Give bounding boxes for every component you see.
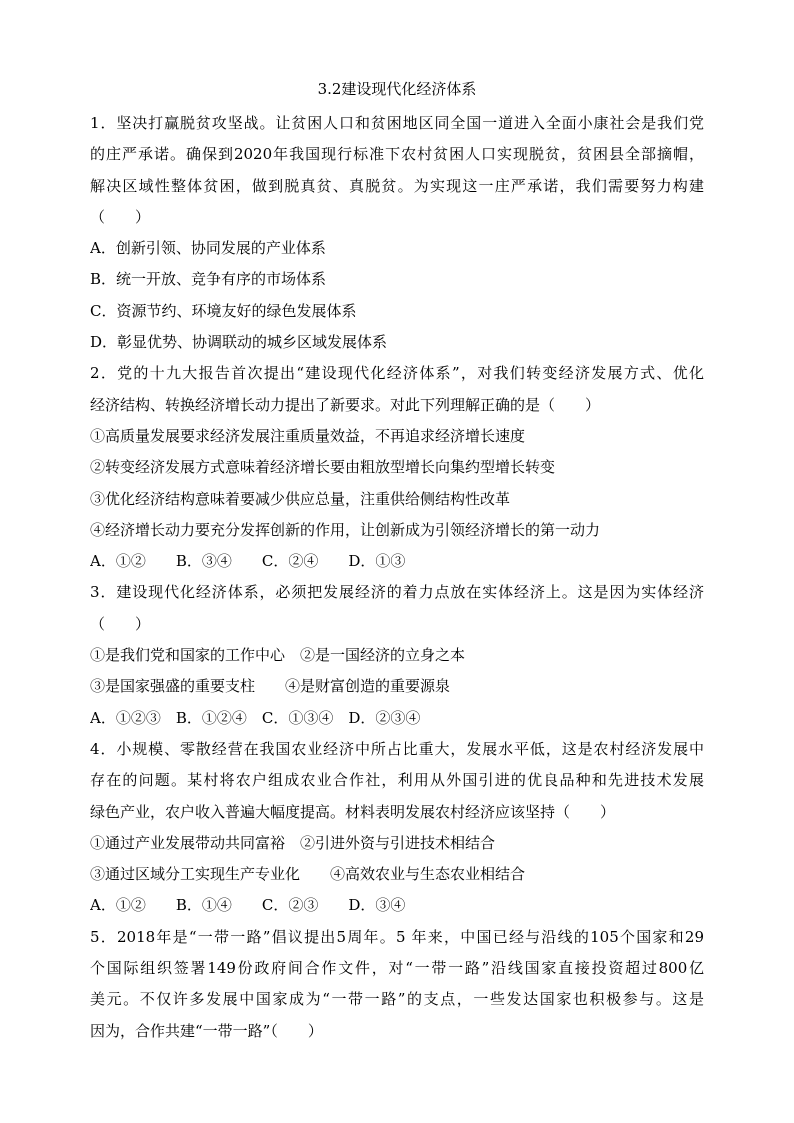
- question-1-line: A．创新引领、协同发展的产业体系: [90, 239, 326, 258]
- question-4-line: ①通过产业发展带动共同富裕 ②引进外资与引进技术相结合: [90, 833, 496, 852]
- question-1-line: 的庄严承诺。确保到2020年我国现行标准下农村贫困人口实现脱贫，贫困县全部摘帽，: [90, 145, 704, 164]
- question-4: [90, 734, 704, 922]
- question-4-line: ③通过区域分工实现生产专业化 ④高效农业与生态农业相结合: [90, 865, 526, 884]
- question-5-line: 美元。不仅许多发展中国家成为“一带一路”的支点，一些发达国家也积极参与。这是: [90, 990, 704, 1009]
- question-2-line: ③优化经济结构意味着要减少供应总量，注重供给侧结构性改革: [90, 489, 511, 508]
- question-2-line: A．①② B．③④ C．②④ D．①③: [90, 552, 406, 571]
- question-3: [90, 577, 704, 733]
- question-1-line: B．统一开放、竞争有序的市场体系: [90, 270, 327, 289]
- question-4-line: 绿色产业，农户收入普遍大幅度提高。材料表明发展农村经济应该坚持（ ）: [90, 802, 616, 821]
- question-list: [90, 108, 704, 1047]
- question-2-line: ②转变经济发展方式意味着经济增长要由粗放型增长向集约型增长转变: [90, 458, 556, 477]
- question-2-line: ④经济增长动力要充分发挥创新的作用，让创新成为引领经济增长的第一动力: [90, 520, 601, 539]
- question-2-line: 2．党的十九大报告首次提出“建设现代化经济体系”，对我们转变经济发展方式、优化: [90, 364, 704, 383]
- question-4-line: 存在的问题。某村将农户组成农业合作社，利用从外国引进的优良品种和先进技术发展: [90, 771, 704, 790]
- question-5-line: 个国际组织签署149份政府间合作文件，对“一带一路”沿线国家直接投资超过800亿: [90, 959, 704, 978]
- question-1: [90, 108, 704, 358]
- question-1-line: D．彰显优势、协调联动的城乡区域发展体系: [90, 333, 388, 352]
- question-4-line: 4．小规模、零散经营在我国农业经济中所占比重大，发展水平低，这是农村经济发展中: [90, 739, 704, 758]
- question-5: [90, 922, 704, 1047]
- question-3-line: A．①②③ B．①②④ C．①③④ D．②③④: [90, 708, 421, 727]
- question-4-line: A．①② B．①④ C．②③ D．③④: [90, 896, 406, 915]
- question-1-line: C．资源节约、环境友好的绿色发展体系: [90, 301, 357, 320]
- question-2-line: ①高质量发展要求经济发展注重质量效益，不再追求经济增长速度: [90, 426, 526, 445]
- question-5-line: 因为，合作共建“一带一路”（ ）: [90, 1021, 323, 1040]
- question-3-line: ③是国家强盛的重要支柱 ④是财富创造的重要源泉: [90, 677, 451, 696]
- question-1-line: 解决区域性整体贫困，做到脱真贫、真脱贫。为实现这一庄严承诺，我们需要努力构建: [90, 176, 704, 195]
- question-3-line: 3．建设现代化经济体系，必须把发展经济的着力点放在实体经济上。这是因为实体经济: [90, 583, 704, 602]
- question-1-line: 1．坚决打赢脱贫攻坚战。让贫困人口和贫困地区同全国一道进入全面小康社会是我们党: [90, 114, 704, 132]
- question-5-line: 5．2018年是“一带一路”倡议提出5周年。5 年来，中国已经与沿线的105个国家和29: [90, 927, 704, 946]
- question-2: [90, 358, 704, 577]
- question-2-line: 经济结构、转换经济增长动力提出了新要求。对此下列理解正确的是（ ）: [90, 395, 601, 414]
- question-3-line: （ ）: [90, 614, 151, 633]
- question-1-line: （ ）: [90, 207, 151, 226]
- question-3-line: ①是我们党和国家的工作中心 ②是一国经济的立身之本: [90, 646, 466, 665]
- page-title: 3.2建设现代化经济体系: [317, 80, 477, 98]
